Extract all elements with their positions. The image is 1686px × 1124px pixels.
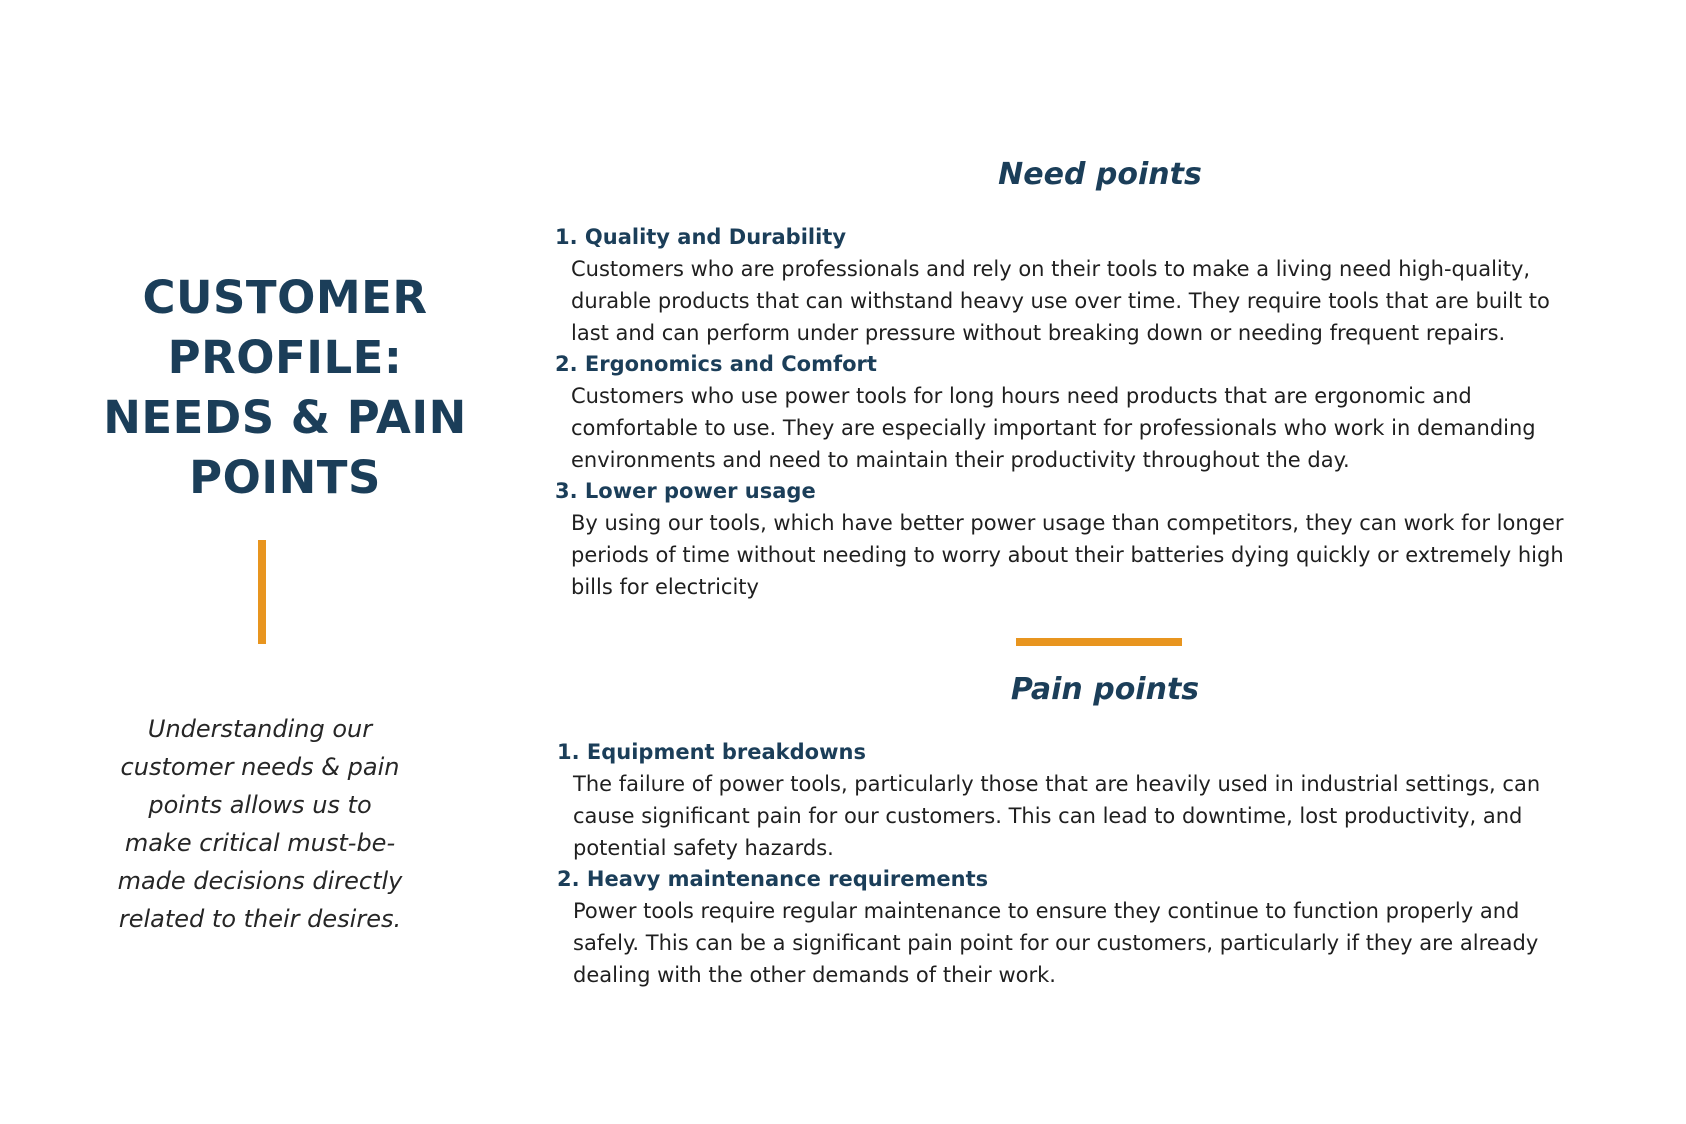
page-title-line: PROFILE: — [167, 331, 403, 384]
intro-description-line: Understanding our — [147, 715, 373, 743]
intro-description-line: customer needs & pain — [120, 753, 400, 781]
intro-description-line: related to their desires. — [118, 905, 402, 933]
body-line: durable products that can withstand heavy use over time. They require tools that are built to — [571, 289, 1550, 313]
need-points-list — [555, 222, 1685, 603]
pain-item-title: 1. Equipment breakdowns — [557, 740, 866, 764]
pain-points-heading: Pain points — [1010, 672, 1200, 707]
list-item — [555, 222, 1685, 349]
page-title — [60, 268, 510, 508]
list-item — [555, 476, 1685, 603]
body-line: potential safety hazards. — [573, 836, 834, 860]
intro-description — [90, 710, 430, 938]
need-item-title: 2. Ergonomics and Comfort — [555, 352, 877, 376]
body-line: last and can perform under pressure without breaking down or needing frequent repairs. — [571, 321, 1506, 345]
body-line: periods of time without needing to worry about their batteries dying quickly or extremely high — [571, 543, 1564, 567]
body-line: By using our tools, which have better power usage than competitors, they can work for longer — [571, 511, 1564, 535]
intro-description-line: make critical must-be- — [124, 829, 396, 857]
body-line: The failure of power tools, particularly those that are heavily used in industrial settings, can — [573, 772, 1541, 796]
body-line: comfortable to use. They are especially important for professionals who work in demanding — [571, 416, 1536, 440]
page-title-line: CUSTOMER — [142, 271, 428, 324]
body-line: environments and need to maintain their productivity throughout the day. — [571, 448, 1350, 472]
horizontal-accent-divider — [1016, 638, 1182, 646]
body-line: Customers who are professionals and rely on their tools to make a living need high-quality, — [571, 257, 1531, 281]
intro-description-line: made decisions directly — [117, 867, 403, 895]
body-line: bills for electricity — [571, 575, 759, 599]
need-points-heading: Need points — [998, 157, 1202, 192]
page-title-line: POINTS — [189, 451, 381, 504]
need-item-body — [555, 507, 1685, 603]
pain-item-body — [557, 768, 1686, 864]
need-item-body — [555, 253, 1685, 349]
body-line: Customers who use power tools for long hours need products that are ergonomic and — [571, 384, 1472, 408]
list-item — [557, 864, 1686, 991]
list-item — [555, 349, 1685, 476]
pain-points-list — [557, 737, 1686, 991]
need-item-title: 1. Quality and Durability — [555, 225, 847, 249]
body-line: Power tools require regular maintenance to ensure they continue to function properly and — [573, 899, 1520, 923]
pain-item-body — [557, 895, 1686, 991]
page-title-line: NEEDS & PAIN — [103, 391, 467, 444]
vertical-accent-divider — [258, 540, 266, 644]
list-item — [557, 737, 1686, 864]
body-line: dealing with the other demands of their work. — [573, 963, 1056, 987]
intro-description-line: points allows us to — [148, 791, 372, 819]
body-line: safely. This can be a significant pain point for our customers, particularly if they are already — [573, 931, 1539, 955]
need-item-body — [555, 380, 1685, 476]
need-item-title: 3. Lower power usage — [555, 479, 816, 503]
pain-item-title: 2. Heavy maintenance requirements — [557, 867, 989, 891]
body-line: cause significant pain for our customers. This can lead to downtime, lost productivity, and — [573, 804, 1523, 828]
